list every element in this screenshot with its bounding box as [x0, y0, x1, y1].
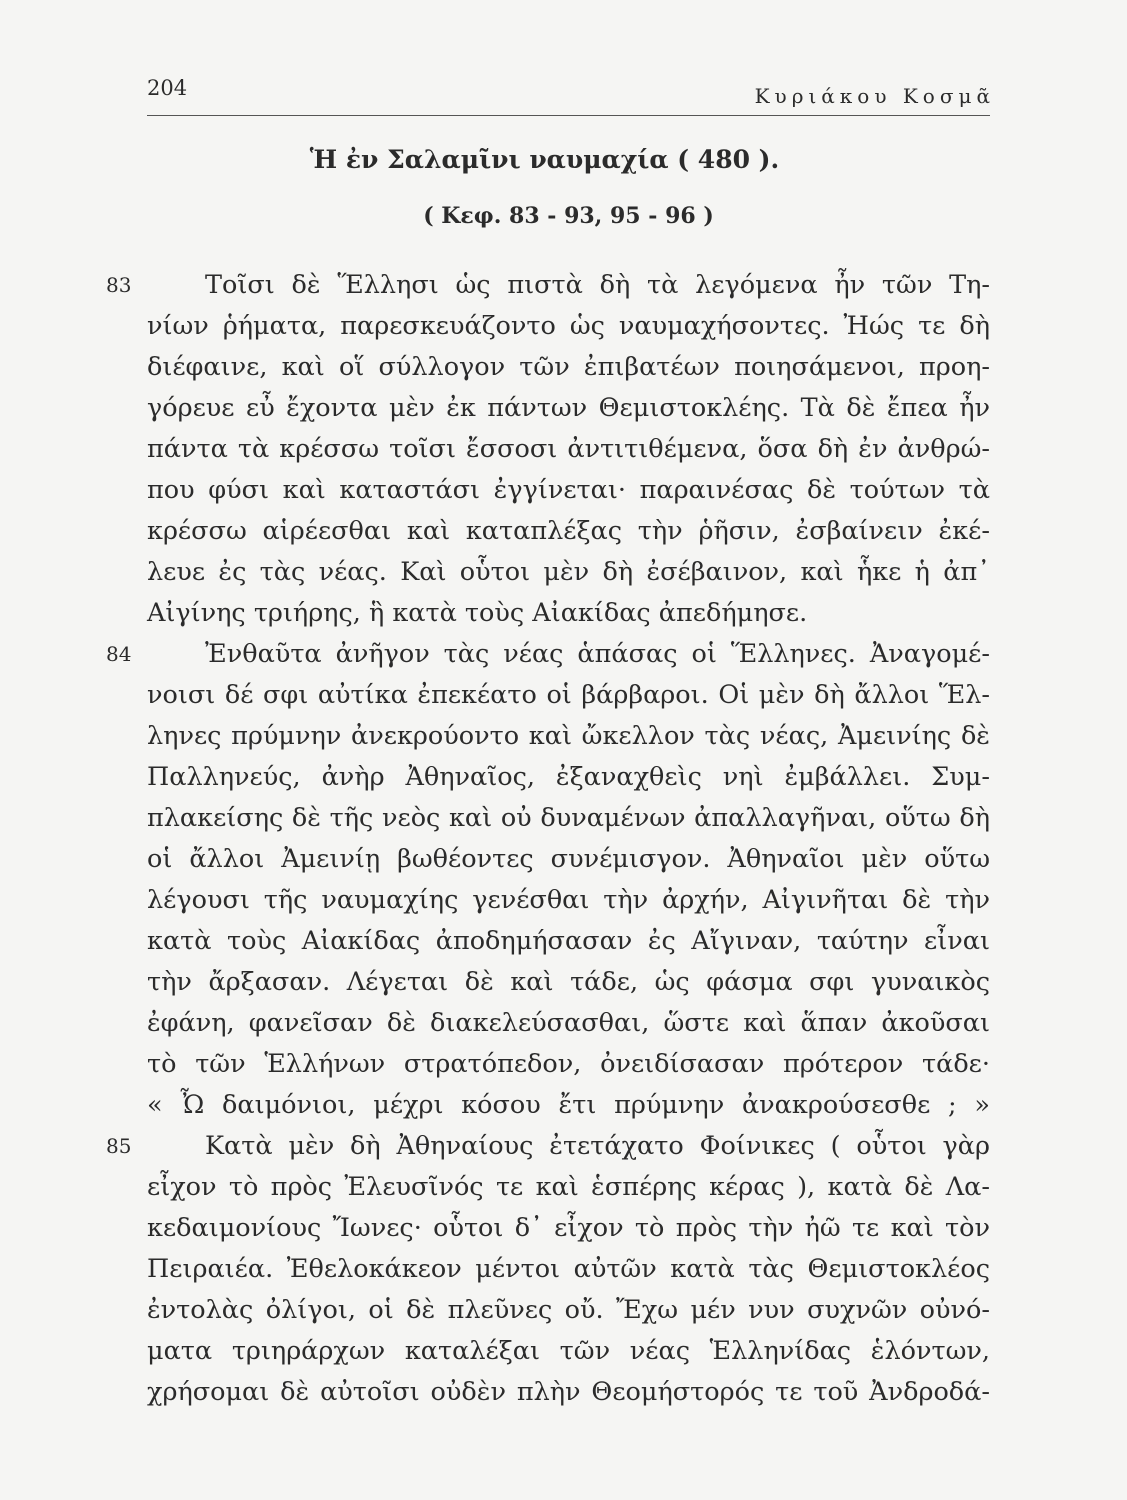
text-line: νίων ῥήματα, παρεσκευάζοντο ὡς ναυμαχήσοντες. Ἠώς τε δὴ	[147, 311, 990, 341]
text-line: ἐντολὰς ὀλίγοι, οἱ δὲ πλεῦνες οὔ. Ἔχω μέν νυν συχνῶν οὐνό-	[147, 1295, 990, 1325]
section-number: 84	[106, 642, 132, 666]
text-line: Ἐνθαῦτα ἀνῆγον τὰς νέας ἁπάσας οἱ Ἕλληνες. Ἀναγομέ-	[205, 639, 990, 669]
text-line: τὴν ἄρξασαν. Λέγεται δὲ καὶ τάδε, ὡς φάσμα σφι γυναικὸς	[147, 967, 990, 997]
chapter-title: Ἡ ἐν Σαλαμῖνι ναυμαχία ( 480 ).	[309, 145, 780, 174]
text-line: εἶχον τὸ πρὸς Ἐλευσῖνός τε καὶ ἑσπέρης κέρας ), κατὰ δὲ Λα-	[147, 1172, 990, 1202]
text-line: κρέσσω αἱρέεσθαι καὶ καταπλέξας τὴν ῥῆσιν, ἐσβαίνειν ἐκέ-	[147, 516, 990, 546]
text-line: ἐφάνη, φανεῖσαν δὲ διακελεύσασθαι, ὥστε καὶ ἅπαν ἀκοῦσαι	[147, 1008, 990, 1038]
text-line: Αἰγίνης τριήρης, ἣ κατὰ τοὺς Αἰακίδας ἀπεδήμησε.	[147, 598, 808, 628]
text-line: λέγουσι τῆς ναυμαχίης γενέσθαι τὴν ἀρχήν, Αἰγινῆται δὲ τὴν	[147, 885, 990, 915]
text-line: τὸ τῶν Ἑλλήνων στρατόπεδον, ὀνειδίσασαν πρότερον τάδε·	[147, 1049, 990, 1079]
running-head: Κυριάκου Κοσμᾶ	[754, 84, 995, 108]
text-line: διέφαινε, καὶ οἵ σύλλογον τῶν ἐπιβατέων ποιησάμενοι, προη-	[147, 352, 990, 382]
text-line: πάντα τὰ κρέσσω τοῖσι ἔσσοσι ἀντιτιθέμενα, ὅσα δὴ ἐν ἀνθρώ-	[147, 434, 990, 464]
text-line: Πειραιέα. Ἐθελοκάκεον μέντοι αὐτῶν κατὰ τὰς Θεμιστοκλέος	[147, 1254, 990, 1284]
text-line: νοισι δέ σφι αὐτίκα ἐπεκέατο οἱ βάρβαροι. Οἱ μὲν δὴ ἄλλοι Ἕλ-	[147, 680, 990, 710]
section-number: 83	[106, 273, 132, 297]
text-line: κεδαιμονίους Ἴωνες· οὗτοι δ᾽ εἶχον τὸ πρὸς τὴν ἠῶ τε καὶ τὸν	[147, 1213, 990, 1243]
text-line: που φύσι καὶ καταστάσι ἐγγίνεται· παραινέσας δὲ τούτων τὰ	[147, 475, 990, 505]
chapter-reference: ( Κεφ. 83 - 93, 95 - 96 )	[423, 203, 714, 229]
text-line: χρήσομαι δὲ αὐτοῖσι οὐδὲν πλὴν Θεομήστορός τε τοῦ Ἀνδροδά-	[147, 1377, 990, 1407]
section-number: 85	[106, 1134, 132, 1158]
text-line: κατὰ τοὺς Αἰακίδας ἀποδημήσασαν ἐς Αἴγιναν, ταύτην εἶναι	[147, 926, 990, 956]
text-line: Τοῖσι δὲ Ἕλλησι ὡς πιστὰ δὴ τὰ λεγόμενα ἦν τῶν Τη-	[205, 270, 990, 300]
page-number: 204	[147, 76, 188, 100]
text-line: « Ὦ δαιμόνιοι, μέχρι κόσου ἔτι πρύμνην ἀνακρούσεσθε ; »	[147, 1090, 990, 1120]
text-line: οἱ ἄλλοι Ἀμεινίῃ βωθέοντες συνέμισγον. Ἀθηναῖοι μὲν οὕτω	[147, 844, 990, 874]
text-line: ληνες πρύμνην ἀνεκρούοντο καὶ ὤκελλον τὰς νέας, Ἀμεινίης δὲ	[147, 721, 990, 751]
paragraph-83	[106, 265, 990, 634]
text-line: Παλληνεύς, ἀνὴρ Ἀθηναῖος, ἐξαναχθεὶς νηὶ ἐμβάλλει. Συμ-	[147, 762, 990, 792]
text-line: Κατὰ μὲν δὴ Ἀθηναίους ἐτετάχατο Φοίνικες ( οὗτοι γὰρ	[205, 1131, 990, 1161]
text-line: ματα τριηράρχων καταλέξαι τῶν νέας Ἑλληνίδας ἑλόντων,	[147, 1336, 990, 1366]
text-line: πλακείσης δὲ τῆς νεὸς καὶ οὐ δυναμένων ἀπαλλαγῆναι, οὕτω δὴ	[147, 803, 990, 833]
header-rule	[147, 115, 990, 116]
text-line: λευε ἐς τὰς νέας. Καὶ οὗτοι μὲν δὴ ἐσέβαινον, καὶ ἧκε ἡ ἀπ᾽	[147, 557, 990, 587]
paragraph-84	[106, 634, 990, 1126]
body-text	[106, 265, 990, 1413]
paragraph-85	[106, 1126, 990, 1413]
text-line: γόρευε εὖ ἔχοντα μὲν ἐκ πάντων Θεμιστοκλέης. Τὰ δὲ ἔπεα ἦν	[147, 393, 990, 423]
